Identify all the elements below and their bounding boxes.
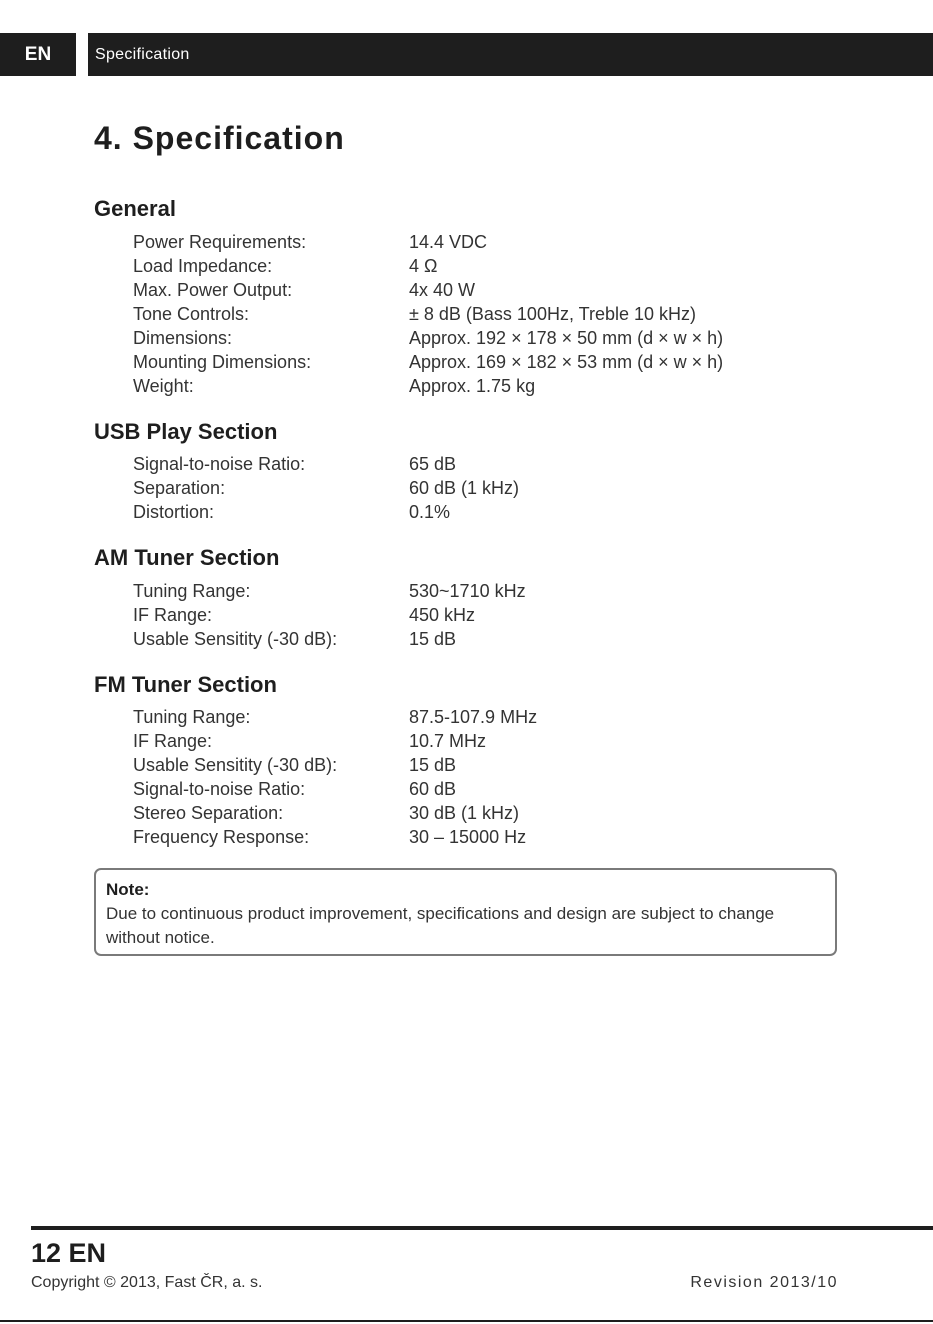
note-text: Due to continuous product improvement, specifications and design are subject to change without notice. [106, 904, 775, 947]
spec-row [133, 627, 833, 651]
spec-label: Max. Power Output: [133, 279, 293, 300]
spec-row [133, 476, 833, 500]
spec-value: 530~1710 kHz [409, 580, 526, 601]
header-title: Specification [95, 45, 190, 63]
spec-label: Frequency Response: [133, 826, 310, 847]
spec-label: IF Range: [133, 730, 213, 751]
spec-row [133, 278, 833, 302]
spec-label: Mounting Dimensions: [133, 351, 312, 372]
spec-value: 14.4 VDC [409, 231, 488, 252]
spec-row [133, 753, 833, 777]
section-heading-usb: USB Play Section [94, 419, 278, 444]
spec-row [133, 326, 833, 350]
spec-value: 15 dB [409, 628, 457, 649]
spec-label: Signal-to-noise Ratio: [133, 453, 306, 474]
spec-label: Tuning Range: [133, 706, 251, 727]
note-title: Note: [106, 880, 150, 899]
spec-value: 450 kHz [409, 604, 476, 625]
spec-row [133, 500, 833, 524]
section-heading-fm-tuner: FM Tuner Section [94, 672, 277, 697]
spec-label: Usable Sensitity (-30 dB): [133, 628, 338, 649]
language-tab: EN [24, 43, 52, 65]
spec-label: Tone Controls: [133, 303, 250, 324]
spec-value: ± 8 dB (Bass 100Hz, Treble 10 kHz) [409, 303, 696, 324]
spec-value: 4x 40 W [409, 279, 476, 300]
spec-value: 0.1% [409, 501, 451, 522]
footer-rule [31, 1226, 933, 1230]
spec-list-am-tuner [133, 579, 833, 651]
spec-list-fm-tuner [133, 705, 833, 849]
header-bar [0, 33, 933, 76]
section-heading-general: General [94, 196, 176, 221]
spec-value: 60 dB [409, 778, 457, 799]
bottom-rule [0, 1320, 933, 1322]
spec-label: Tuning Range: [133, 580, 251, 601]
note-box [94, 868, 837, 956]
page-title: 4. Specification [94, 120, 345, 156]
spec-value: 60 dB (1 kHz) [409, 477, 520, 498]
spec-row [133, 705, 833, 729]
spec-value: 87.5-107.9 MHz [409, 706, 538, 727]
spec-list-general [133, 230, 833, 398]
spec-value: 65 dB [409, 453, 457, 474]
spec-label: Signal-to-noise Ratio: [133, 778, 306, 799]
spec-label: Distortion: [133, 501, 215, 522]
spec-label: Separation: [133, 477, 226, 498]
spec-value: Approx. 169 × 182 × 53 mm (d × w × h) [409, 351, 724, 372]
spec-row [133, 254, 833, 278]
spec-list-usb [133, 452, 833, 524]
spec-row [133, 777, 833, 801]
copyright-text: Copyright © 2013, Fast ČR, a. s. [31, 1274, 263, 1291]
spec-label: Dimensions: [133, 327, 233, 348]
spec-row [133, 603, 833, 627]
spec-row [133, 350, 833, 374]
spec-row [133, 452, 833, 476]
spec-label: Usable Sensitity (-30 dB): [133, 754, 338, 775]
spec-row [133, 825, 833, 849]
spec-label: Stereo Separation: [133, 802, 284, 823]
spec-row [133, 801, 833, 825]
spec-value: 4 Ω [409, 255, 438, 276]
revision-text: Revision 2013/10 [690, 1274, 838, 1291]
spec-value: 30 dB (1 kHz) [409, 802, 520, 823]
header-divider [76, 33, 88, 76]
section-heading-am-tuner: AM Tuner Section [94, 545, 280, 570]
spec-value: Approx. 1.75 kg [409, 375, 536, 396]
spec-row [133, 579, 833, 603]
spec-value: 15 dB [409, 754, 457, 775]
spec-value: Approx. 192 × 178 × 50 mm (d × w × h) [409, 327, 724, 348]
page-number: 12 EN [31, 1238, 107, 1268]
spec-row [133, 374, 833, 398]
spec-label: Load Impedance: [133, 255, 273, 276]
spec-label: Weight: [133, 375, 194, 396]
spec-value: 30 – 15000 Hz [409, 826, 527, 847]
spec-label: IF Range: [133, 604, 213, 625]
spec-label: Power Requirements: [133, 231, 307, 252]
spec-row [133, 230, 833, 254]
spec-row [133, 729, 833, 753]
spec-row [133, 302, 833, 326]
spec-value: 10.7 MHz [409, 730, 487, 751]
